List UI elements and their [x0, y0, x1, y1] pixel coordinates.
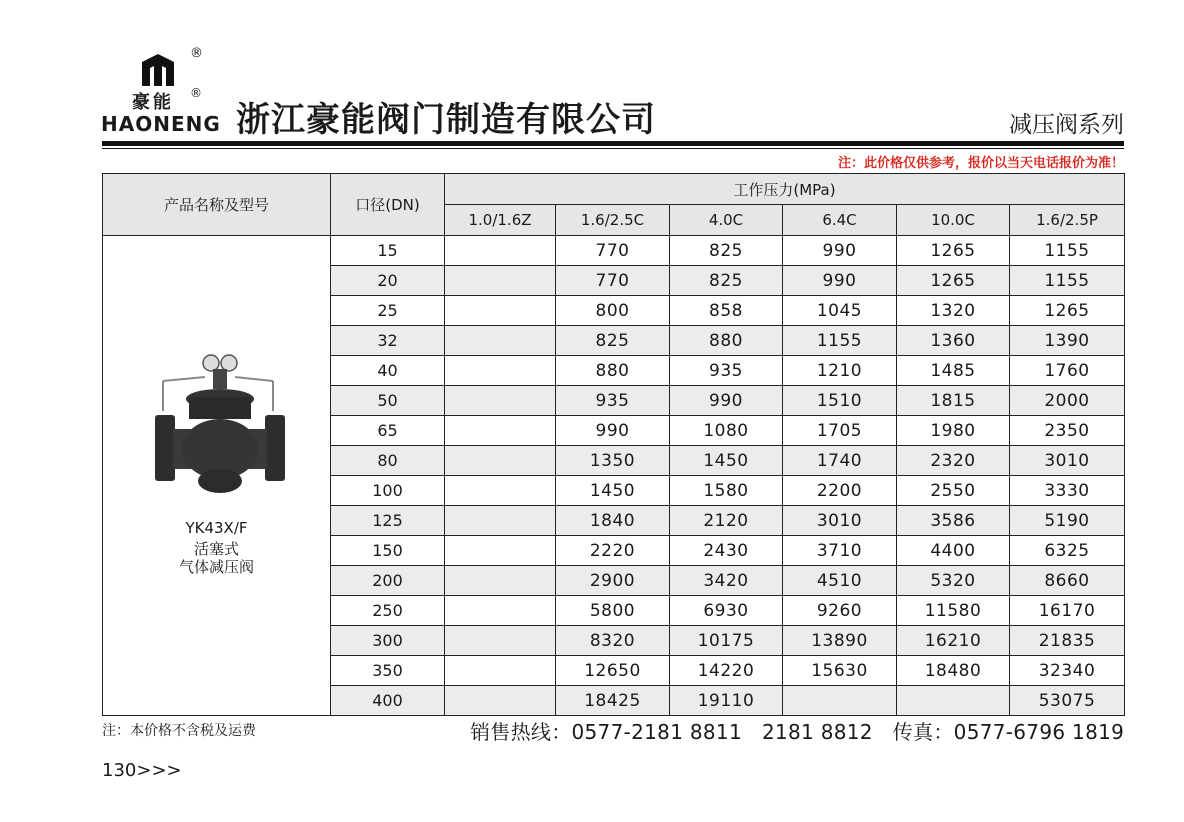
- price-cell: 3710: [783, 536, 897, 566]
- price-cell: 5190: [1010, 506, 1125, 536]
- price-cell: 2350: [1010, 416, 1125, 446]
- price-cell: 1390: [1010, 326, 1125, 356]
- price-cell: 1450: [670, 446, 783, 476]
- header-pressure-class: 6.4C: [783, 205, 897, 236]
- price-cell: 13890: [783, 626, 897, 656]
- price-cell: 858: [670, 296, 783, 326]
- price-table: [102, 173, 1125, 716]
- price-cell: 21835: [1010, 626, 1125, 656]
- price-cell: 1840: [556, 506, 670, 536]
- product-cell: [103, 236, 331, 716]
- price-cell: 12650: [556, 656, 670, 686]
- price-cell: [445, 296, 556, 326]
- dn-cell: 25: [331, 296, 445, 326]
- price-cell: 3010: [1010, 446, 1125, 476]
- tax-note: 注：本价格不含税及运费: [102, 723, 256, 739]
- price-cell: 3330: [1010, 476, 1125, 506]
- price-cell: [445, 686, 556, 716]
- price-cell: 8320: [556, 626, 670, 656]
- price-cell: [445, 416, 556, 446]
- price-cell: 1980: [897, 416, 1010, 446]
- dn-cell: 125: [331, 506, 445, 536]
- price-cell: 1265: [897, 266, 1010, 296]
- dn-cell: 150: [331, 536, 445, 566]
- registered-mark-2: ®: [190, 86, 202, 100]
- price-cell: 16210: [897, 626, 1010, 656]
- header-pressure-class: 1.6/2.5P: [1010, 205, 1125, 236]
- price-cell: [897, 686, 1010, 716]
- brand-en-name: HAONENG: [101, 112, 221, 136]
- price-cell: 2220: [556, 536, 670, 566]
- price-cell: 1740: [783, 446, 897, 476]
- price-cell: [445, 566, 556, 596]
- price-cell: [445, 386, 556, 416]
- price-cell: 3586: [897, 506, 1010, 536]
- price-cell: 770: [556, 266, 670, 296]
- price-cell: 1510: [783, 386, 897, 416]
- price-cell: [445, 596, 556, 626]
- dn-cell: 300: [331, 626, 445, 656]
- price-cell: [445, 236, 556, 266]
- brand-cn-name: 豪能: [132, 92, 174, 113]
- dn-cell: 200: [331, 566, 445, 596]
- price-cell: 3420: [670, 566, 783, 596]
- price-cell: 2200: [783, 476, 897, 506]
- price-cell: 2550: [897, 476, 1010, 506]
- dn-cell: 50: [331, 386, 445, 416]
- dn-cell: 20: [331, 266, 445, 296]
- price-cell: 11580: [897, 596, 1010, 626]
- header-rule: [102, 141, 1124, 146]
- header-pressure-class: 1.6/2.5C: [556, 205, 670, 236]
- price-cell: 1815: [897, 386, 1010, 416]
- price-cell: 32340: [1010, 656, 1125, 686]
- price-cell: [445, 536, 556, 566]
- price-cell: [445, 326, 556, 356]
- header-pressure: 工作压力(MPa): [445, 174, 1125, 205]
- price-cell: [445, 656, 556, 686]
- price-cell: 5800: [556, 596, 670, 626]
- header-dn: 口径(DN): [331, 174, 445, 236]
- price-cell: [783, 686, 897, 716]
- price-cell: 770: [556, 236, 670, 266]
- price-cell: [445, 446, 556, 476]
- price-cell: 3010: [783, 506, 897, 536]
- price-cell: 880: [670, 326, 783, 356]
- valve-product-image: [155, 351, 285, 501]
- header-pressure-class: 1.0/1.6Z: [445, 205, 556, 236]
- price-cell: 18480: [897, 656, 1010, 686]
- price-cell: 1265: [1010, 296, 1125, 326]
- dn-cell: 400: [331, 686, 445, 716]
- price-cell: 935: [670, 356, 783, 386]
- dn-cell: 100: [331, 476, 445, 506]
- price-cell: 1155: [783, 326, 897, 356]
- price-note: 注：此价格仅供参考，报价以当天电话报价为准！: [837, 156, 1124, 171]
- product-type-line2: 气体减压阀: [178, 557, 254, 576]
- header-pressure-class: 4.0C: [670, 205, 783, 236]
- price-cell: [445, 626, 556, 656]
- price-cell: 1350: [556, 446, 670, 476]
- price-cell: [445, 356, 556, 386]
- header-product: 产品名称及型号: [103, 174, 331, 236]
- price-cell: [445, 266, 556, 296]
- price-cell: [445, 476, 556, 506]
- price-cell: 2900: [556, 566, 670, 596]
- product-type-line1: 活塞式: [193, 539, 239, 558]
- price-cell: 53075: [1010, 686, 1125, 716]
- price-cell: 18425: [556, 686, 670, 716]
- price-cell: 2120: [670, 506, 783, 536]
- price-cell: 990: [783, 266, 897, 296]
- header-rule-thin: [102, 148, 1124, 149]
- price-cell: 2430: [670, 536, 783, 566]
- price-cell: 10175: [670, 626, 783, 656]
- price-cell: 1155: [1010, 266, 1125, 296]
- dn-cell: 15: [331, 236, 445, 266]
- product-model: YK43X/F: [185, 518, 248, 537]
- price-cell: 800: [556, 296, 670, 326]
- table-row: [103, 236, 1125, 266]
- dn-cell: 250: [331, 596, 445, 626]
- price-cell: 825: [670, 236, 783, 266]
- dn-cell: 40: [331, 356, 445, 386]
- dn-cell: 65: [331, 416, 445, 446]
- registered-mark: ®: [190, 46, 203, 61]
- price-cell: 1155: [1010, 236, 1125, 266]
- price-cell: 880: [556, 356, 670, 386]
- price-cell: 2320: [897, 446, 1010, 476]
- price-cell: 990: [670, 386, 783, 416]
- price-cell: 16170: [1010, 596, 1125, 626]
- price-cell: 825: [556, 326, 670, 356]
- price-cell: 1485: [897, 356, 1010, 386]
- price-cell: 1045: [783, 296, 897, 326]
- price-cell: 1360: [897, 326, 1010, 356]
- dn-cell: 350: [331, 656, 445, 686]
- price-cell: 15630: [783, 656, 897, 686]
- price-cell: 2000: [1010, 386, 1125, 416]
- price-cell: 1320: [897, 296, 1010, 326]
- price-cell: 4510: [783, 566, 897, 596]
- price-cell: 1705: [783, 416, 897, 446]
- dn-cell: 32: [331, 326, 445, 356]
- company-name: 浙江豪能阀门制造有限公司: [236, 100, 656, 140]
- price-cell: 4400: [897, 536, 1010, 566]
- price-cell: 990: [783, 236, 897, 266]
- dn-cell: 80: [331, 446, 445, 476]
- price-cell: 1080: [670, 416, 783, 446]
- price-cell: 5320: [897, 566, 1010, 596]
- page-number: 130>>>: [102, 760, 182, 781]
- price-cell: 9260: [783, 596, 897, 626]
- price-cell: 6930: [670, 596, 783, 626]
- product-series: 减压阀系列: [1009, 112, 1124, 138]
- price-cell: 935: [556, 386, 670, 416]
- price-cell: 1450: [556, 476, 670, 506]
- price-cell: 1580: [670, 476, 783, 506]
- price-cell: [445, 506, 556, 536]
- price-cell: 6325: [1010, 536, 1125, 566]
- price-cell: 825: [670, 266, 783, 296]
- price-cell: 990: [556, 416, 670, 446]
- price-cell: 1210: [783, 356, 897, 386]
- price-cell: 19110: [670, 686, 783, 716]
- sales-hotline: 销售热线：0577-2181 8811 2181 8812 传真：0577-6796 1819: [470, 720, 1125, 744]
- brand-logo: [101, 46, 224, 136]
- price-cell: 1760: [1010, 356, 1125, 386]
- header-pressure-class: 10.0C: [897, 205, 1010, 236]
- haoneng-logo-icon: [138, 52, 178, 90]
- price-cell: 14220: [670, 656, 783, 686]
- price-cell: 1265: [897, 236, 1010, 266]
- price-cell: 8660: [1010, 566, 1125, 596]
